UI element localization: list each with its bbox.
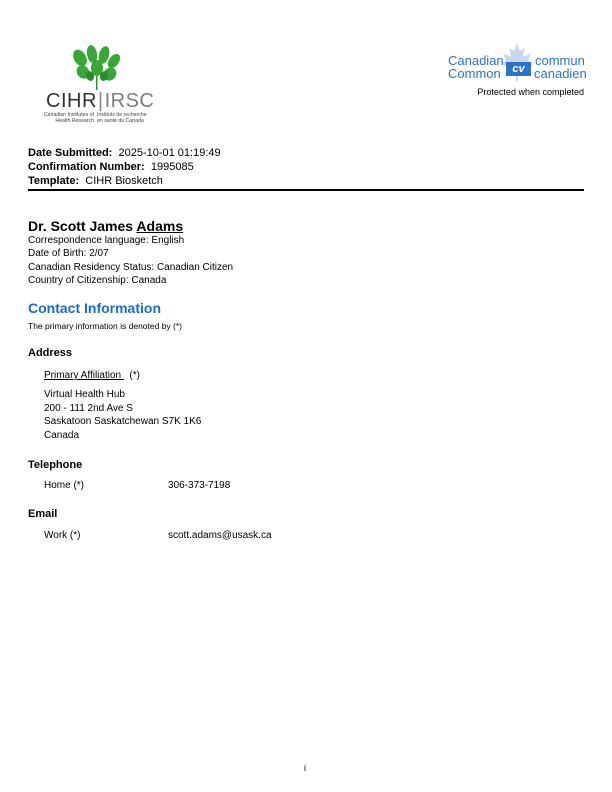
cihr-acronym: CIHR — [46, 90, 97, 112]
ccv-logo — [444, 42, 589, 84]
ccv-badge: cv — [506, 62, 531, 76]
person-name-prefix: Dr. Scott James — [28, 218, 137, 234]
primary-note: The primary information is denoted by (*) — [28, 321, 183, 331]
address-heading: Address — [28, 347, 73, 359]
phone-type-label: Home (*) — [44, 480, 85, 491]
page-number: i — [304, 763, 306, 773]
ccv-word-common: Common — [448, 66, 501, 81]
cihr-subtitle-en-line: Health Research — [55, 118, 94, 124]
person-name — [28, 218, 183, 234]
ccv-word-commun: commun — [535, 53, 585, 68]
cihr-subtitle-en — [34, 112, 94, 124]
address-line: Canada — [44, 430, 80, 441]
email-heading: Email — [28, 508, 58, 520]
address-line: Saskatoon Saskatchewan S7K 1K6 — [44, 416, 202, 427]
address-line: 200 - 111 2nd Ave S — [44, 403, 133, 414]
person-surname: Adams — [136, 218, 184, 234]
confirmation-number-value: 1995085 — [150, 161, 194, 173]
citizenship: Country of Citizenship: Canada — [28, 275, 167, 286]
tree-logo-icon — [68, 44, 124, 92]
template-info — [28, 175, 163, 187]
primary-affiliation-label: Primary Affiliation — [44, 370, 124, 381]
cihr-subtitle-fr-line: Instituts de recherche — [97, 112, 147, 118]
telephone-heading: Telephone — [28, 459, 83, 471]
wordmark-separator: | — [97, 90, 104, 112]
confirmation-number — [28, 161, 194, 173]
protected-note: Protected when completed — [477, 87, 584, 97]
correspondence-language: Correspondence language: English — [28, 235, 185, 246]
address-line: Virtual Health Hub — [44, 389, 125, 400]
template-label: Template: — [28, 175, 80, 187]
date-submitted — [28, 147, 221, 159]
contact-heading: Contact Information — [28, 300, 161, 316]
date-submitted-value: 2025-10-01 01:19:49 — [118, 147, 221, 159]
date-submitted-label: Date Submitted: — [28, 147, 113, 159]
ccv-word-canadien: canadien — [534, 66, 587, 81]
cihr-wordmark — [46, 90, 154, 113]
phone-number: 306-373-7198 — [168, 480, 231, 491]
template-value: CIHR Biosketch — [85, 175, 163, 187]
primary-affiliation-marker: (*) — [129, 370, 140, 381]
email-type-label: Work (*) — [44, 530, 81, 541]
cihr-subtitle-fr — [97, 112, 161, 124]
irsc-acronym: IRSC — [104, 90, 155, 112]
date-of-birth: Date of Birth: 2/07 — [28, 248, 109, 259]
primary-affiliation — [44, 370, 140, 381]
header-divider — [28, 189, 584, 191]
email-address: scott.adams@usask.ca — [168, 530, 272, 541]
ccv-word-canadian: Canadian — [448, 53, 504, 68]
confirmation-number-label: Confirmation Number: — [28, 161, 145, 173]
cihr-logo — [30, 44, 160, 128]
cihr-subtitle-en-line: Canadian Institutes of — [43, 112, 94, 118]
residency-status: Canadian Residency Status: Canadian Citizen — [28, 262, 234, 273]
cihr-subtitle-fr-line: en santé du Canada — [97, 118, 144, 124]
